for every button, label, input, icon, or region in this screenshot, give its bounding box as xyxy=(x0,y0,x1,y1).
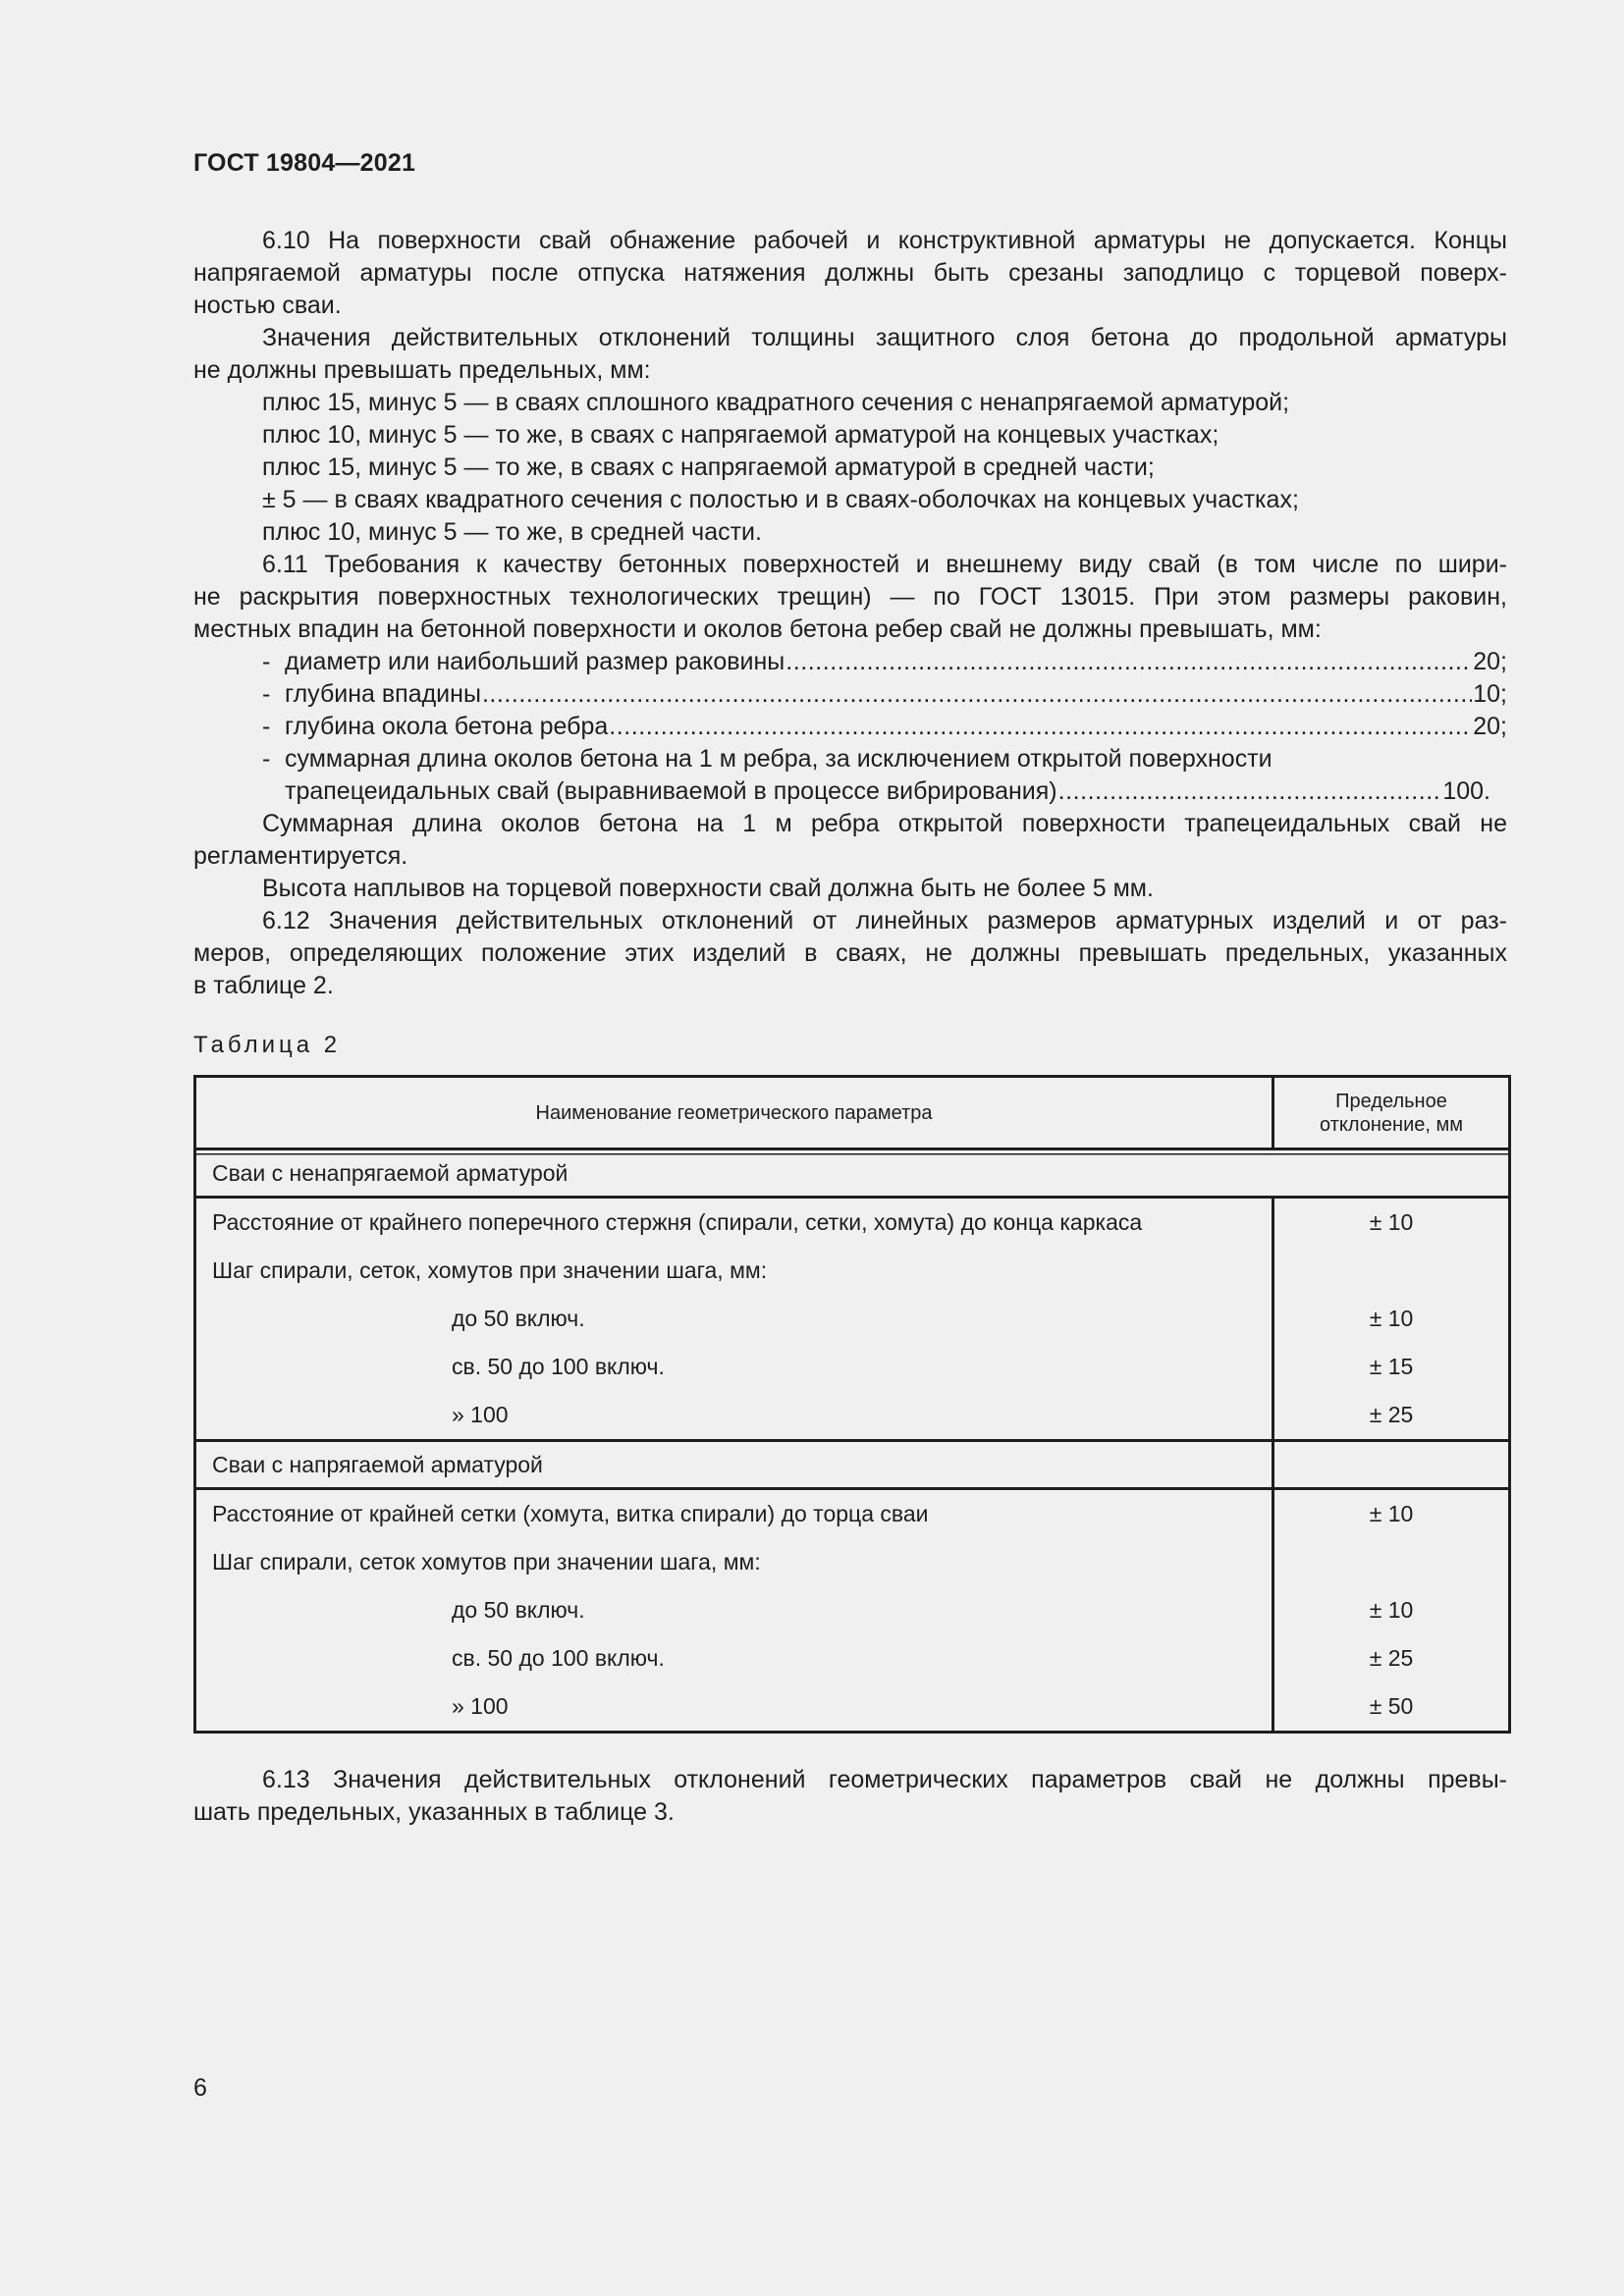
deviation-cell xyxy=(1273,1247,1510,1295)
deviation-cell: ± 15 xyxy=(1273,1343,1510,1391)
list-item-continuation xyxy=(193,775,1507,808)
section-title: Сваи с напрягаемой арматурой xyxy=(195,1441,1273,1489)
paragraph-total-length xyxy=(193,808,1507,873)
param-cell: Расстояние от крайнего поперечного стержня (спирали, сетки, хомута) до конца каркаса xyxy=(195,1198,1273,1248)
defect-value: 10; xyxy=(1473,680,1507,708)
defect-value: 100. xyxy=(1442,777,1490,805)
list-item xyxy=(193,743,1507,775)
text-line: 6.13 Значения действительных отклонений геометрических параметров свай не должны превы- xyxy=(262,1766,1507,1793)
paragraph-6-12 xyxy=(193,905,1507,1002)
text-line: местных впадин на бетонной поверхности и околов бетона ребер свай не должны превышать, мм: xyxy=(193,615,1322,643)
deviation-cell: ± 10 xyxy=(1273,1198,1510,1248)
empty-cell xyxy=(1273,1441,1510,1489)
deviation-cell xyxy=(1273,1538,1510,1586)
table-row xyxy=(195,1586,1510,1634)
table-section-row xyxy=(195,1441,1510,1489)
table-section-row xyxy=(195,1149,1510,1198)
defect-name-continuation: трапецеидальных свай (выравниваемой в процессе вибрирования) xyxy=(285,777,1057,805)
paragraph-6-13 xyxy=(193,1764,1507,1829)
text-line: напрягаемой арматуры после отпуска натяжения должны быть срезаны заподлицо с торцевой поверх- xyxy=(193,259,1507,287)
table-row xyxy=(195,1634,1510,1682)
list-item xyxy=(193,678,1507,711)
list-item xyxy=(193,646,1507,678)
defect-name: глубина впадины xyxy=(285,680,481,708)
paragraph-6-11 xyxy=(193,549,1507,646)
table-row xyxy=(195,1489,1510,1539)
deviation-cell: ± 10 xyxy=(1273,1586,1510,1634)
text-line: шать предельных, указанных в таблице 3. xyxy=(193,1798,675,1826)
defect-limits-list xyxy=(193,646,1507,808)
table-row xyxy=(195,1343,1510,1391)
list-dash: - xyxy=(262,680,271,708)
list-item xyxy=(193,711,1507,743)
table-row xyxy=(195,1247,1510,1295)
param-cell: св. 50 до 100 включ. xyxy=(195,1634,1273,1682)
text-line: 6.12 Значения действительных отклонений от линейных размеров арматурных изделий и от раз- xyxy=(262,907,1507,934)
defect-name: суммарная длина околов бетона на 1 м ребра, за исключением открытой поверхности xyxy=(285,745,1272,773)
list-item: ± 5 — в сваях квадратного сечения с полостью и в сваях-оболочках на концевых участках; xyxy=(262,486,1299,513)
text-line: Значения действительных отклонений толщины защитного слоя бетона до продольной арматуры xyxy=(262,324,1507,351)
param-cell: св. 50 до 100 включ. xyxy=(195,1343,1273,1391)
text-line: ностью сваи. xyxy=(193,292,342,319)
table-2 xyxy=(193,1075,1511,1734)
list-item: плюс 15, минус 5 — в сваях сплошного квадратного сечения с ненапрягаемой арматурой; xyxy=(262,389,1290,416)
table-row xyxy=(195,1295,1510,1343)
dot-leader xyxy=(609,711,1472,743)
defect-value: 20; xyxy=(1473,713,1507,740)
param-cell: Шаг спирали, сеток хомутов при значении шага, мм: xyxy=(195,1538,1273,1586)
defect-value: 20; xyxy=(1473,648,1507,675)
list-dash: - xyxy=(262,713,271,740)
list-item: плюс 15, минус 5 — то же, в сваях с напрягаемой арматурой в средней части; xyxy=(262,454,1155,481)
paragraph-cover-layer xyxy=(193,322,1507,387)
dot-leader xyxy=(785,646,1472,678)
table-row xyxy=(195,1538,1510,1586)
table-row xyxy=(195,1682,1510,1733)
list-item: плюс 10, минус 5 — то же, в сваях с напрягаемой арматурой на концевых участках; xyxy=(262,421,1219,449)
deviation-cell: ± 10 xyxy=(1273,1489,1510,1539)
list-dash: - xyxy=(262,745,271,773)
table-header-row xyxy=(195,1077,1510,1149)
document-code-header: ГОСТ 19804—2021 xyxy=(193,149,416,177)
cover-tolerance-list xyxy=(193,387,1507,549)
text-line: не раскрытия поверхностных технологических трещин) — по ГОСТ 13015. При этом размеры раковин, xyxy=(193,583,1507,611)
param-cell: до 50 включ. xyxy=(195,1586,1273,1634)
table-caption: Таблица 2 xyxy=(193,1032,342,1058)
text-line: 6.11 Требования к качеству бетонных поверхностей и внешнему виду свай (в том числе по шири- xyxy=(262,551,1507,578)
param-cell: Расстояние от крайней сетки (хомута, витка спирали) до торца сваи xyxy=(195,1489,1273,1539)
section-title: Сваи с ненапрягаемой арматурой xyxy=(195,1149,1510,1198)
deviation-cell: ± 50 xyxy=(1273,1682,1510,1733)
defect-name: глубина окола бетона ребра xyxy=(285,713,609,740)
text-line: не должны превышать предельных, мм: xyxy=(193,356,651,384)
list-dash: - xyxy=(262,648,271,675)
paragraph-influx-height: Высота наплывов на торцевой поверхности свай должна быть не более 5 мм. xyxy=(262,875,1154,902)
param-cell: » 100 xyxy=(195,1682,1273,1733)
text-line: Суммарная длина околов бетона на 1 м ребра открытой поверхности трапецеидальных свай не xyxy=(262,810,1507,837)
column-header-deviation: Предельное отклонение, мм xyxy=(1273,1077,1510,1149)
list-item: плюс 10, минус 5 — то же, в средней части. xyxy=(262,518,762,546)
param-cell: до 50 включ. xyxy=(195,1295,1273,1343)
dot-leader xyxy=(482,678,1472,711)
text-line: меров, определяющих положение этих изделий в сваях, не должны превышать предельных, указанных xyxy=(193,939,1507,967)
param-cell: Шаг спирали, сеток, хомутов при значении шага, мм: xyxy=(195,1247,1273,1295)
deviation-cell: ± 10 xyxy=(1273,1295,1510,1343)
text-line: регламентируется. xyxy=(193,842,408,870)
dot-leader xyxy=(1058,775,1442,808)
deviation-cell: ± 25 xyxy=(1273,1634,1510,1682)
body-text xyxy=(193,225,1507,1002)
paragraph-6-10 xyxy=(193,225,1507,322)
table-row xyxy=(195,1391,1510,1441)
text-line: 6.10 На поверхности свай обнажение рабочей и конструктивной арматуры не допускается. Концы xyxy=(262,227,1507,254)
deviation-cell: ± 25 xyxy=(1273,1391,1510,1441)
page-number: 6 xyxy=(193,2074,207,2102)
param-cell: » 100 xyxy=(195,1391,1273,1441)
table-row xyxy=(195,1198,1510,1248)
text-line: в таблице 2. xyxy=(193,972,334,999)
defect-name: диаметр или наибольший размер раковины xyxy=(285,648,785,675)
column-header-parameter: Наименование геометрического параметра xyxy=(195,1077,1273,1149)
